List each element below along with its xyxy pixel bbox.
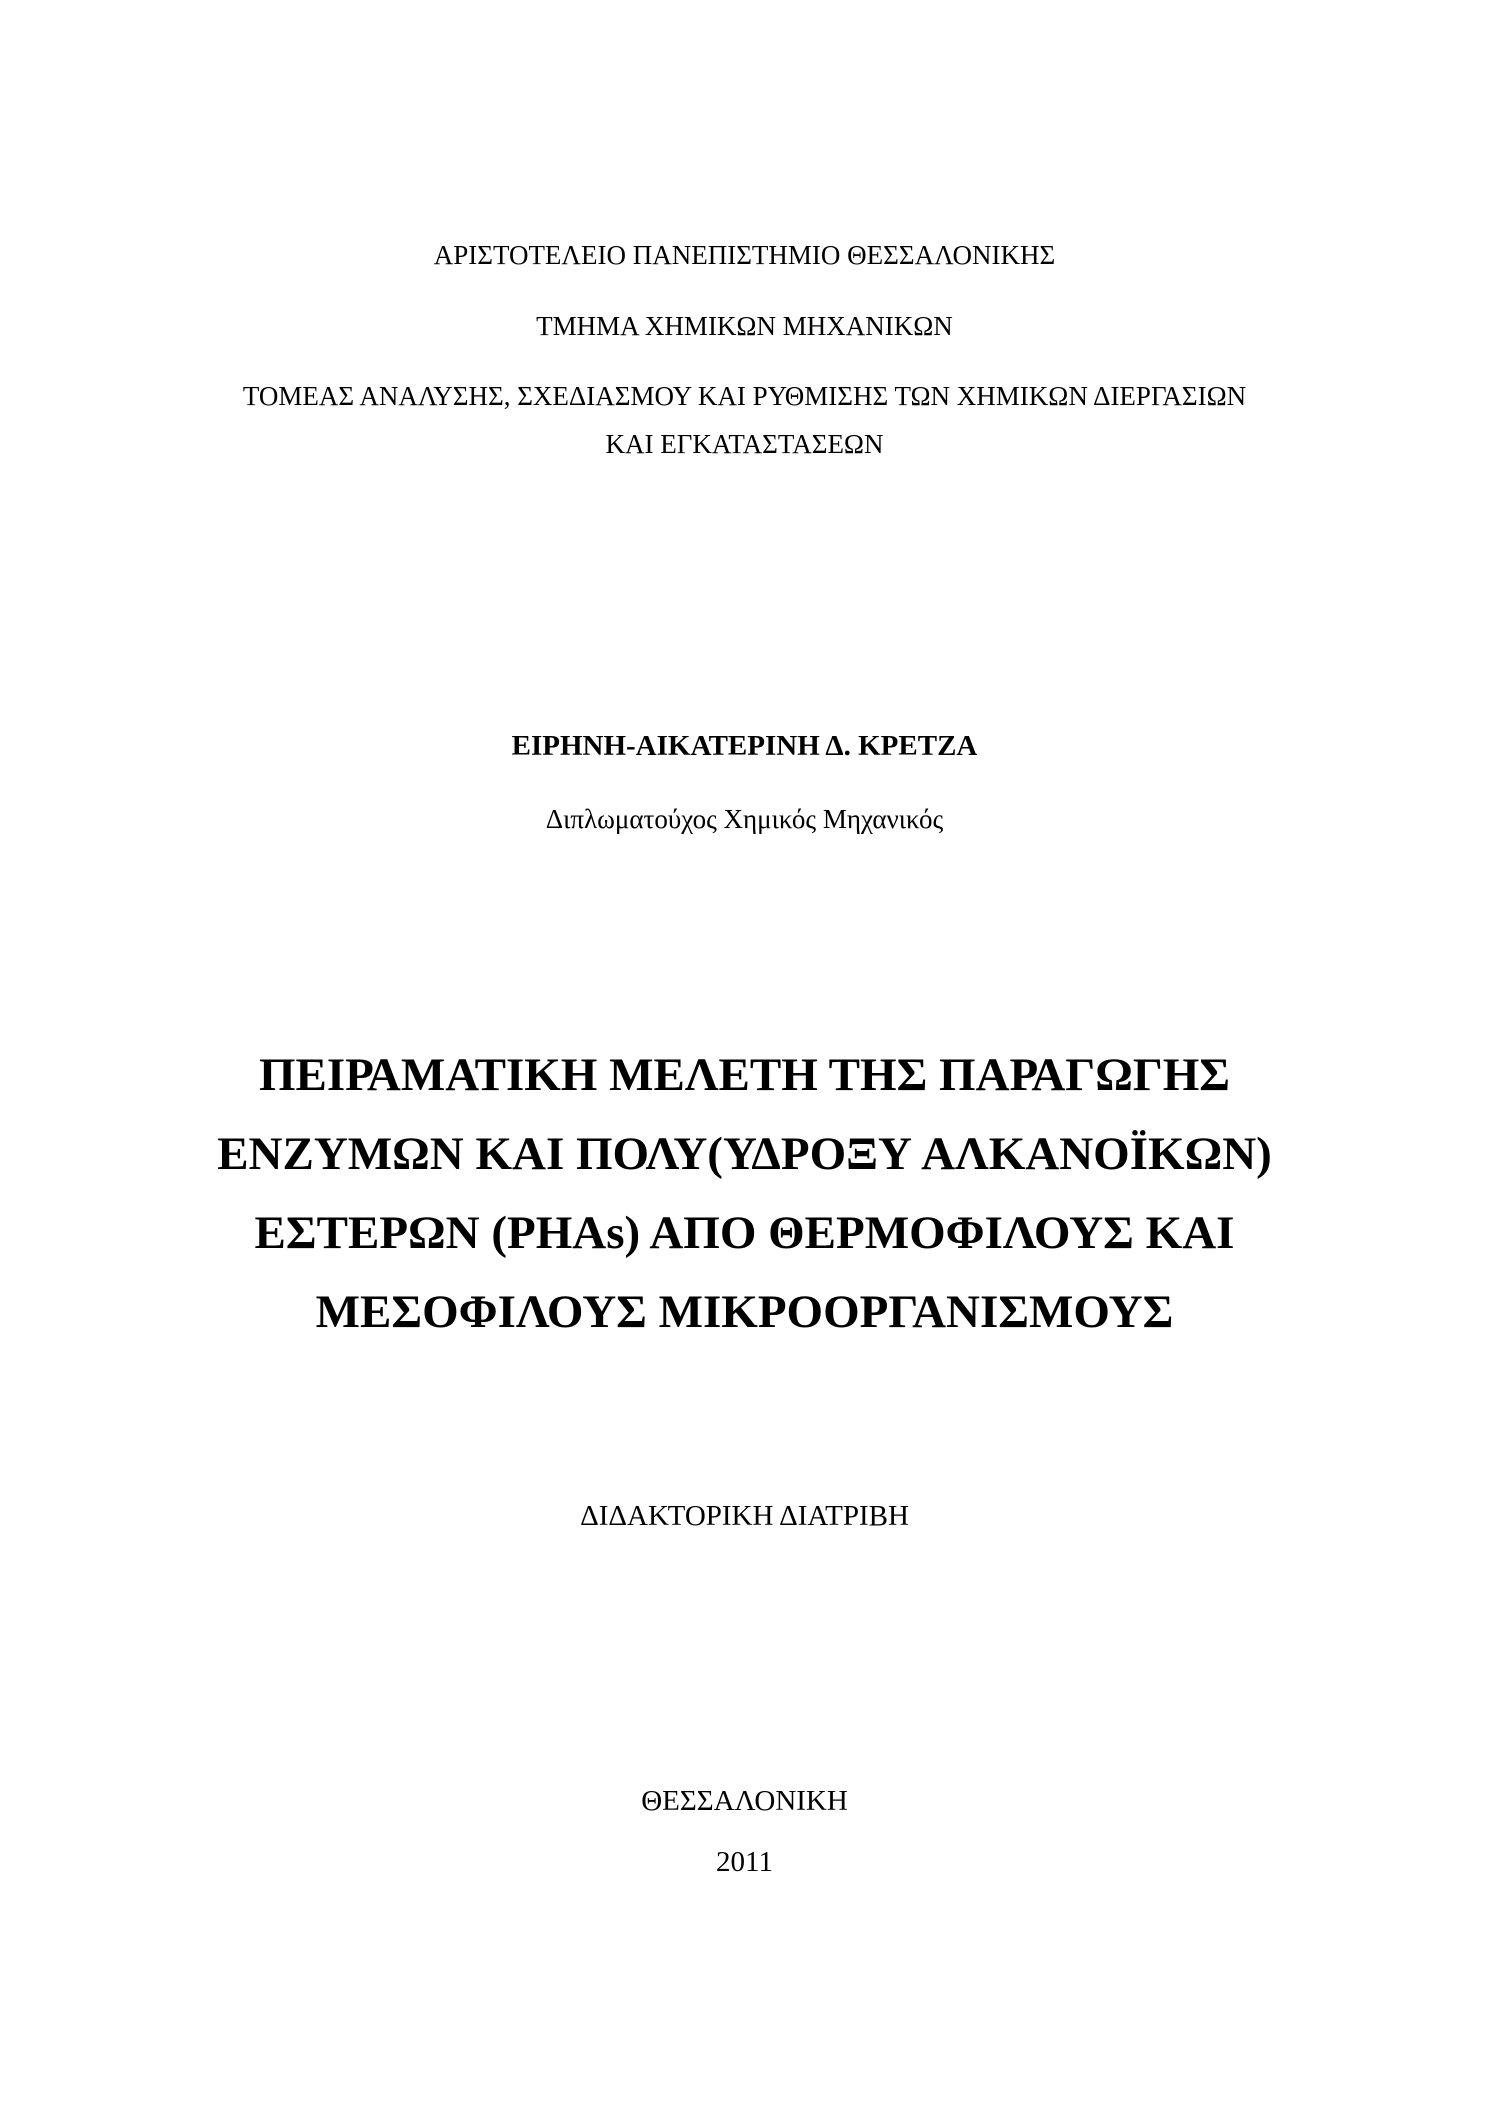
thesis-title-line-3: ΕΣΤΕΡΩΝ (PHAs) ΑΠΟ ΘΕΡΜΟΦΙΛΟΥΣ ΚΑΙ bbox=[254, 1207, 1235, 1259]
publication-year: 2011 bbox=[716, 1846, 773, 1878]
publication-city: ΘΕΣΣΑΛΟΝΙΚΗ bbox=[641, 1785, 848, 1817]
sector-name-line-1: ΤΟΜΕΑΣ ΑΝΑΛΥΣΗΣ, ΣΧΕΔΙΑΣΜΟΥ ΚΑΙ ΡΥΘΜΙΣΗΣ ΤΩΝ ΧΗΜΙΚΩΝ ΔΙΕΡΓΑΣΙΩΝ bbox=[242, 381, 1247, 411]
sector-name-line-2: ΚΑΙ ΕΓΚΑΤΑΣΤΑΣΕΩΝ bbox=[605, 429, 884, 459]
author-degree: Διπλωματούχος Χημικός Μηχανικός bbox=[545, 804, 944, 834]
department-name: ΤΜΗΜΑ ΧΗΜΙΚΩΝ ΜΗΧΑΝΙΚΩΝ bbox=[536, 311, 953, 341]
thesis-title-line-4: ΜΕΣΟΦΙΛΟΥΣ ΜΙΚΡΟΟΡΓΑΝΙΣΜΟΥΣ bbox=[315, 1286, 1174, 1338]
thesis-type: ΔΙΔΑΚΤΟΡΙΚΗ ΔΙΑΤΡΙΒΗ bbox=[580, 1500, 909, 1532]
thesis-title-line-1: ΠΕΙΡΑΜΑΤΙΚΗ ΜΕΛΕΤΗ ΤΗΣ ΠΑΡΑΓΩΓΗΣ bbox=[258, 1049, 1231, 1101]
author-name: ΕΙΡΗΝΗ-ΑΙΚΑΤΕΡΙΝΗ Δ. ΚΡΕΤΖΑ bbox=[511, 730, 978, 762]
thesis-title-line-2: ΕΝΖΥΜΩΝ ΚΑΙ ΠΟΛΥ(ΥΔΡΟΞΥ ΑΛΚΑΝΟΪΚΩΝ) bbox=[217, 1128, 1272, 1180]
university-name: ΑΡΙΣΤΟΤΕΛΕΙΟ ΠΑΝΕΠΙΣΤΗΜΙΟ ΘΕΣΣΑΛΟΝΙΚΗΣ bbox=[433, 240, 1056, 270]
